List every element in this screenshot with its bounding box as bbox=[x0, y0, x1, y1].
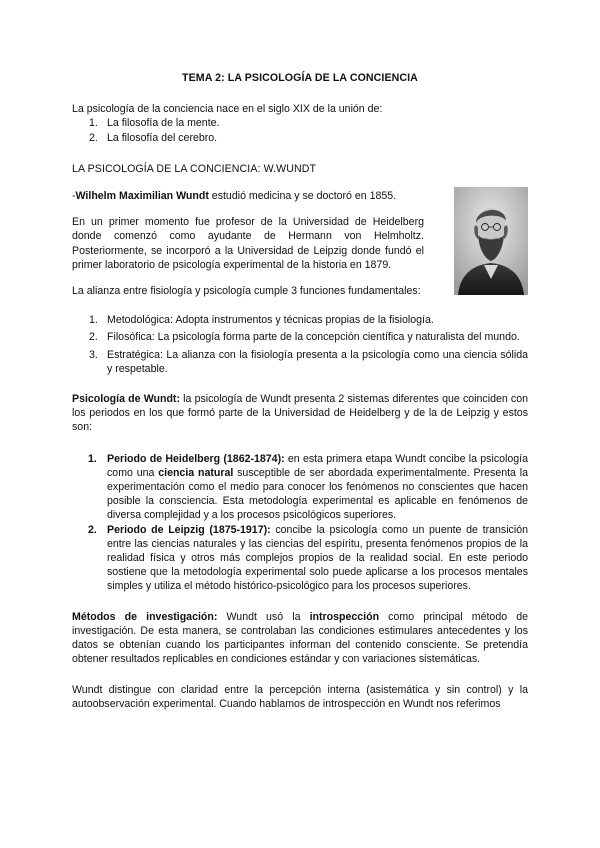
periods-list bbox=[72, 452, 528, 594]
list-number: 3. bbox=[89, 348, 98, 361]
functions-list bbox=[72, 313, 528, 376]
section-heading: LA PSICOLOGÍA DE LA CONCIENCIA: W.WUNDT bbox=[72, 162, 317, 175]
list-item bbox=[72, 452, 528, 523]
list-text: Filosófica: La psicología forma parte de la concepción científica y naturalista del mundo. bbox=[107, 331, 520, 344]
wundt-name-rest: estudió medicina y se doctoró en 1855. bbox=[208, 190, 397, 203]
list-text: Estratégica: La alianza con la fisiología presenta a la psicología como una ciencia sólida y respetable. bbox=[107, 348, 528, 375]
list-number: 2. bbox=[88, 523, 97, 536]
list-text: La filosofía del cerebro. bbox=[107, 131, 218, 144]
period-bold-term: ciencia natural bbox=[158, 466, 234, 479]
list-number: 1. bbox=[88, 452, 97, 465]
list-number: 2. bbox=[89, 131, 98, 144]
psych-text: la psicología de Wundt presenta 2 sistemas diferentes que coinciden con los periodos en los que formó parte de la Universidad de Heidelberg y de la de Leipzig y estos son: bbox=[72, 393, 528, 434]
list-item bbox=[72, 116, 528, 130]
methods-paragraph bbox=[72, 610, 528, 667]
list-item bbox=[72, 313, 528, 327]
methods-text: Wundt usó la bbox=[217, 610, 310, 623]
list-item bbox=[72, 131, 528, 145]
closing-paragraph: Wundt distingue con claridad entre la percepción interna (asistemática y sin control) y la autoobservación experimental. Cuando hablamos de introspección en Wundt nos referimos bbox=[72, 683, 528, 710]
psych-label: Psicología de Wundt: bbox=[72, 393, 180, 406]
psych-paragraph bbox=[72, 392, 528, 435]
methods-bold-term: introspección bbox=[309, 610, 380, 623]
period-text: susceptible de ser abordada experimentalmente. Presenta la experimentación como el medio para conocer los fenómenos no conscientes que hacen posible la consciencia. Esta metodología experimental es aplicable en fenómenos de diversa complejidad y a los procesos psicológicos superiores. bbox=[107, 466, 529, 522]
wundt-text-column bbox=[72, 189, 424, 298]
list-item bbox=[72, 348, 528, 376]
wundt-bio-block bbox=[72, 189, 528, 298]
list-text: La filosofía de la mente. bbox=[107, 117, 220, 130]
intro-list bbox=[72, 116, 528, 144]
wundt-career: En un primer momento fue profesor de la Universidad de Heidelberg donde comenzó como ayudante de Hermann von Helmholtz. Posteriormente, se incorporó a la Universidad de Leipzig donde fundó el primer laboratorio de psicología experimental de la historia en 1879. bbox=[72, 216, 424, 271]
list-number: 1. bbox=[89, 314, 98, 327]
wundt-alliance: La alianza entre fisiología y psicología cumple 3 funciones fundamentales: bbox=[72, 285, 421, 298]
list-text: Metodológica: Adopta instrumentos y técnicas propias de la fisiología. bbox=[107, 314, 434, 327]
list-item bbox=[72, 330, 528, 344]
methods-text: como principal método de investigación. De esta manera, se controlaban las condiciones estimulares antecedentes y los datos se obtenían cuando los participantes informan del contenido consciente. Se pretendía obtener resultados replicables en condiciones estándar y con variaciones sistemáticas. bbox=[72, 610, 528, 666]
list-item bbox=[72, 523, 528, 594]
page-title: TEMA 2: LA PSICOLOGÍA DE LA CONCIENCIA bbox=[182, 72, 418, 84]
wundt-intro bbox=[72, 189, 424, 203]
wundt-name: Wilhelm Maximilian Wundt bbox=[75, 190, 209, 203]
list-number: 1. bbox=[89, 117, 98, 130]
period-label: Periodo de Leipzig (1875-1917): bbox=[107, 523, 271, 536]
name-prefix: - bbox=[72, 190, 76, 203]
methods-label: Métodos de investigación: bbox=[72, 610, 218, 623]
period-label: Periodo de Heidelberg (1862-1874): bbox=[107, 452, 285, 465]
list-number: 2. bbox=[89, 331, 98, 344]
intro-text: La psicología de la conciencia nace en el siglo XIX de la unión de: bbox=[72, 103, 383, 116]
period-text: en esta primera etapa Wundt concibe la psicología como una bbox=[107, 452, 528, 479]
period-text: concibe la psicología como un puente de transición entre las ciencias naturales y las ciencias del espíritu, presenta fenómenos propios de la realidad física y otros más complejos propios de la realidad social. En este periodo sostiene que la metodología experimental solo puede aplicarse a los procesos mentales simples y utiliza el método histórico-psicológico para los procesos superiores. bbox=[107, 523, 528, 593]
wundt-portrait-image bbox=[454, 187, 528, 295]
